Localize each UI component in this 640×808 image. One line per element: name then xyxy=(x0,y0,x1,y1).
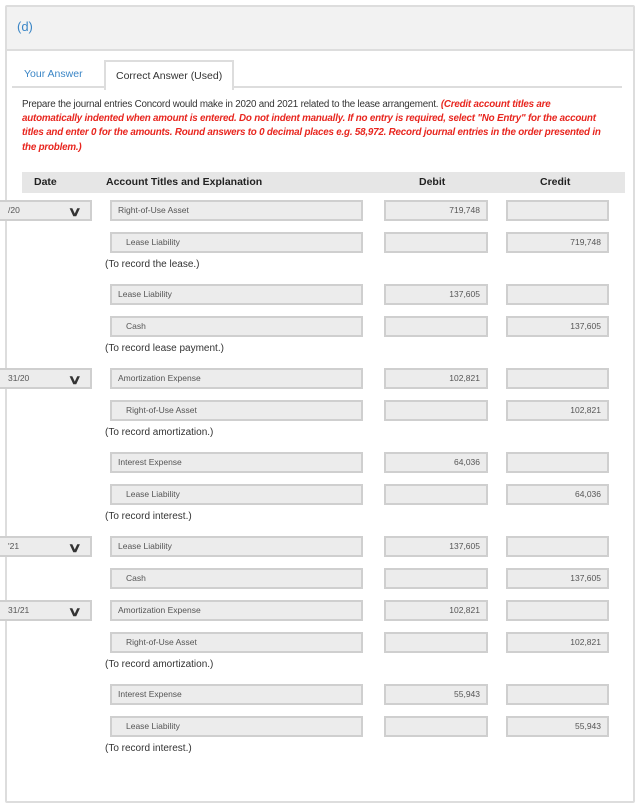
entry-explanation: (To record interest.) xyxy=(105,511,192,522)
instructions xyxy=(22,98,607,155)
credit-input[interactable]: 137,605 xyxy=(506,316,609,337)
instructions-text: Prepare the journal entries Concord would make in 2020 and 2021 related to the lease arrangement. xyxy=(22,99,439,110)
account-title-input[interactable]: Right-of-Use Asset xyxy=(110,400,363,421)
chevron-down-icon: ∨ xyxy=(68,204,83,219)
credit-input[interactable] xyxy=(506,684,609,705)
account-title-input[interactable]: Right-of-Use Asset xyxy=(110,200,363,221)
credit-input[interactable] xyxy=(506,600,609,621)
date-select[interactable] xyxy=(0,600,92,621)
date-value: '21 xyxy=(8,541,20,551)
credit-input[interactable]: 102,821 xyxy=(506,400,609,421)
credit-input[interactable]: 719,748 xyxy=(506,232,609,253)
debit-input[interactable]: 137,605 xyxy=(384,536,488,557)
table-row xyxy=(0,600,640,632)
entry-explanation: (To record amortization.) xyxy=(105,659,214,670)
credit-input[interactable] xyxy=(506,452,609,473)
credit-input[interactable] xyxy=(506,536,609,557)
date-select[interactable] xyxy=(0,368,92,389)
debit-input[interactable]: 102,821 xyxy=(384,600,488,621)
account-title-input[interactable]: Lease Liability xyxy=(110,232,363,253)
account-title-input[interactable]: Cash xyxy=(110,316,363,337)
account-title-input[interactable]: Interest Expense xyxy=(110,684,363,705)
table-row xyxy=(0,368,640,400)
debit-input[interactable] xyxy=(384,484,488,505)
account-title-input[interactable]: Lease Liability xyxy=(110,716,363,737)
debit-input[interactable]: 719,748 xyxy=(384,200,488,221)
journal-table xyxy=(0,200,640,768)
date-select[interactable] xyxy=(0,200,92,221)
chevron-down-icon: ∨ xyxy=(68,372,83,387)
credit-input[interactable] xyxy=(506,284,609,305)
chevron-down-icon: ∨ xyxy=(68,604,83,619)
credit-input[interactable]: 64,036 xyxy=(506,484,609,505)
date-value: /20 xyxy=(8,205,20,215)
debit-input[interactable]: 64,036 xyxy=(384,452,488,473)
date-select[interactable] xyxy=(0,536,92,557)
credit-input[interactable] xyxy=(506,368,609,389)
entry-explanation: (To record the lease.) xyxy=(105,259,200,270)
date-value: 31/21 xyxy=(8,605,30,615)
account-title-input[interactable]: Cash xyxy=(110,568,363,589)
account-title-input[interactable]: Right-of-Use Asset xyxy=(110,632,363,653)
account-title-input[interactable]: Lease Liability xyxy=(110,284,363,305)
debit-input[interactable]: 137,605 xyxy=(384,284,488,305)
debit-input[interactable] xyxy=(384,716,488,737)
chevron-down-icon: ∨ xyxy=(68,540,83,555)
entry-explanation: (To record amortization.) xyxy=(105,427,214,438)
answer-tabs xyxy=(12,56,622,88)
debit-input[interactable] xyxy=(384,632,488,653)
table-row xyxy=(0,568,640,600)
table-row xyxy=(0,284,640,316)
credit-input[interactable]: 102,821 xyxy=(506,632,609,653)
header-date: Date xyxy=(34,176,57,188)
debit-input[interactable] xyxy=(384,568,488,589)
date-value: 31/20 xyxy=(8,373,30,383)
section-header xyxy=(7,7,633,51)
section-label: (d) xyxy=(17,19,33,34)
account-title-input[interactable]: Lease Liability xyxy=(110,484,363,505)
table-row xyxy=(0,452,640,484)
debit-input[interactable] xyxy=(384,232,488,253)
tab-your-answer[interactable]: Your Answer xyxy=(24,68,83,80)
table-header xyxy=(22,172,625,193)
table-row xyxy=(0,200,640,232)
entry-explanation: (To record lease payment.) xyxy=(105,343,224,354)
debit-input[interactable] xyxy=(384,316,488,337)
entry-explanation: (To record interest.) xyxy=(105,743,192,754)
table-row xyxy=(0,536,640,568)
account-title-input[interactable]: Amortization Expense xyxy=(110,368,363,389)
account-title-input[interactable]: Lease Liability xyxy=(110,536,363,557)
header-debit: Debit xyxy=(419,176,446,188)
header-account: Account Titles and Explanation xyxy=(106,176,263,188)
credit-input[interactable]: 137,605 xyxy=(506,568,609,589)
header-credit: Credit xyxy=(540,176,571,188)
tab-correct-answer[interactable]: Correct Answer (Used) xyxy=(104,60,234,90)
debit-input[interactable]: 102,821 xyxy=(384,368,488,389)
debit-input[interactable]: 55,943 xyxy=(384,684,488,705)
table-row xyxy=(0,684,640,716)
instructions-note: (Credit account titles are automatically indented when amount is entered. Do not indent manually. If no entry is required, select "No Entry" for the account titles and enter 0 for the amounts. Round answers to 0 decimal places e.g. 58,972. Record journal entries in the order presented in the problem.) xyxy=(22,99,601,153)
account-title-input[interactable]: Amortization Expense xyxy=(110,600,363,621)
account-title-input[interactable]: Interest Expense xyxy=(110,452,363,473)
debit-input[interactable] xyxy=(384,400,488,421)
credit-input[interactable] xyxy=(506,200,609,221)
credit-input[interactable]: 55,943 xyxy=(506,716,609,737)
